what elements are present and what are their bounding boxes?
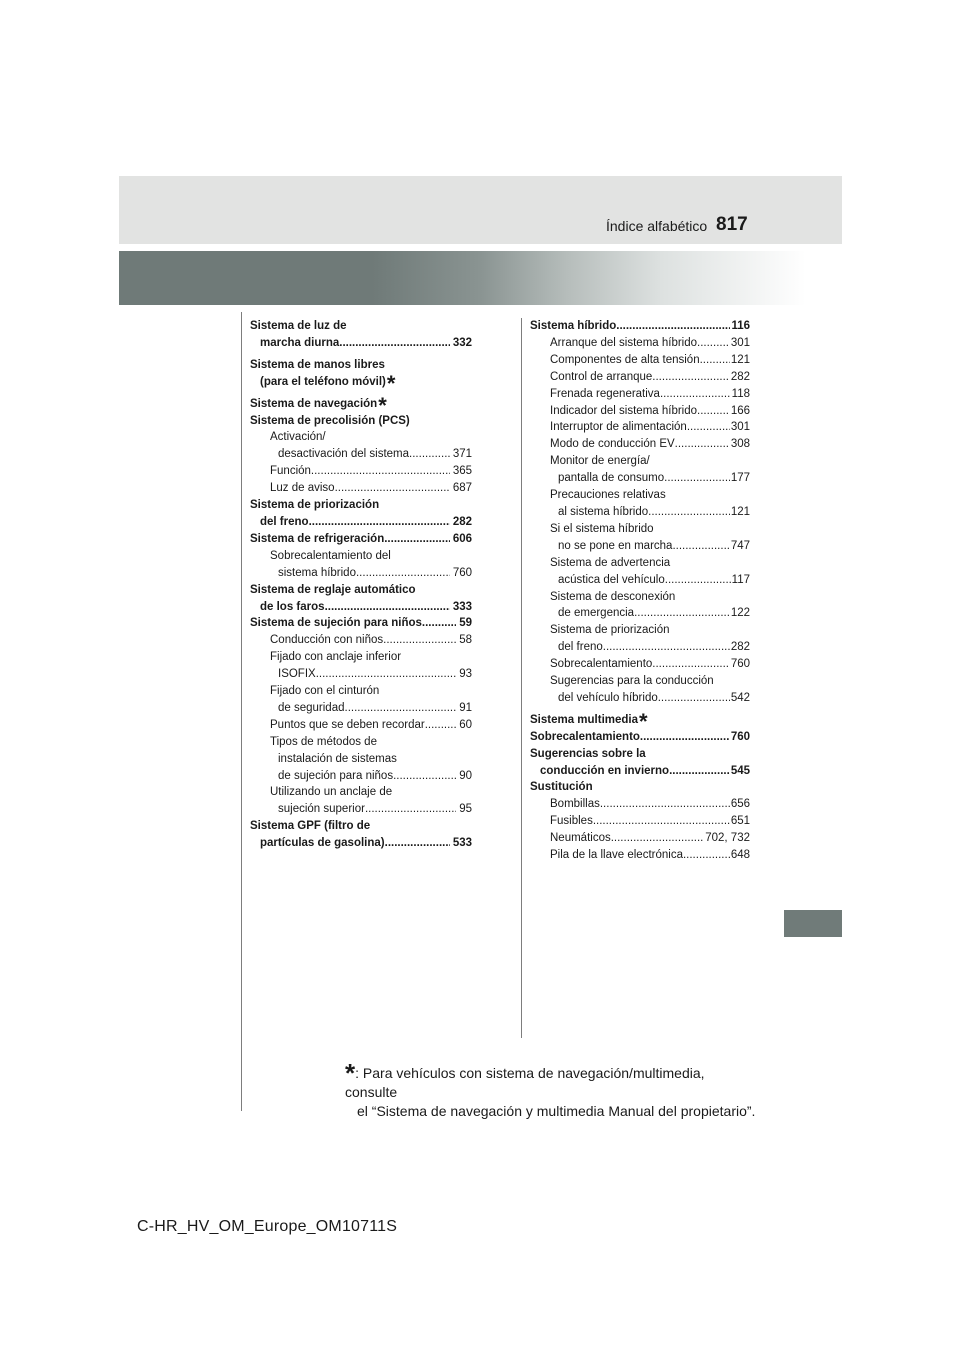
index-page-ref: 687 [452, 482, 472, 495]
index-entry [250, 480, 472, 497]
index-entry-line [530, 352, 750, 369]
index-entry [530, 830, 750, 847]
index-entry-line [530, 847, 750, 864]
index-page-ref: 333 [452, 600, 472, 613]
index-entry-text: al sistema híbrido [558, 505, 649, 518]
dot-leader [640, 729, 730, 746]
index-entry-line [250, 768, 472, 785]
index-entry-line [250, 615, 472, 632]
index-entry-line [250, 717, 472, 734]
left-margin-rule [241, 312, 242, 1111]
dot-leader [660, 386, 731, 403]
index-entry [250, 497, 472, 531]
index-entry-line [530, 504, 750, 521]
index-entry [530, 318, 750, 335]
index-entry-line [530, 673, 750, 690]
index-page-ref: 533 [452, 837, 472, 850]
index-entry-text: Función [270, 465, 311, 478]
dot-leader [611, 830, 705, 847]
index-entry-text: Sistema de sujeción para niños [250, 617, 422, 630]
index-entry-line [250, 392, 472, 418]
index-entry-text: Sistema de advertencia [550, 556, 671, 569]
index-entry-text: Fijado con anclaje inferior [270, 651, 402, 664]
index-column-right [530, 318, 750, 864]
index-entry-text: Sistema multimedia [530, 713, 639, 726]
index-entry [530, 796, 750, 813]
index-entry-text: Pila de la llave electrónica [550, 849, 683, 862]
index-entry-text: Fusibles [550, 815, 593, 828]
index-entry-text: Conducción con niños [270, 634, 384, 647]
index-page-ref: 760 [730, 730, 750, 743]
index-entry-line [250, 599, 472, 616]
index-page-ref: 121 [730, 353, 750, 366]
index-page-ref: 308 [730, 438, 750, 451]
index-entry-text: Precauciones relativas [550, 489, 666, 502]
index-entry-line [530, 335, 750, 352]
index-entry-text: Modo de conducción EV [550, 438, 675, 451]
index-entry-line [530, 763, 750, 780]
index-entry-text: de los faros [260, 600, 325, 613]
index-page-ref: 282 [730, 370, 750, 383]
index-entry-text: Frenada regenerativa [550, 387, 660, 400]
index-entry [530, 708, 750, 734]
index-entry [250, 734, 472, 785]
dot-leader [385, 835, 450, 852]
index-entry-text: Indicador del sistema híbrido [550, 404, 698, 417]
index-page-ref: 301 [730, 336, 750, 349]
index-entry-text: Tipos de métodos de [270, 735, 377, 748]
footnote-marker: * [345, 1058, 356, 1088]
dot-leader [393, 768, 456, 785]
index-entry-text: sujeción superior [278, 803, 365, 816]
dot-leader [383, 632, 456, 649]
index-page-ref: 121 [730, 505, 750, 518]
index-entry-line [530, 436, 750, 453]
index-entry [250, 548, 472, 582]
index-entry-line [250, 582, 472, 599]
index-entry-line [530, 419, 750, 436]
index-entry-line [250, 357, 472, 374]
footnote [345, 1058, 757, 1121]
index-entry-text: Control de arranque [550, 370, 653, 383]
index-entry [530, 589, 750, 623]
index-entry-line [530, 555, 750, 572]
footnote-line-2: el “Sistema de navegación y multimedia Manual del propietario”. [357, 1103, 756, 1119]
index-entry-line [250, 463, 472, 480]
index-entry-line [250, 497, 472, 514]
index-entry-text: conducción en invierno [540, 764, 670, 777]
footnote-line-1: : Para vehículos con sistema de navegación/multimedia, consulte [345, 1065, 705, 1100]
page-number: 817 [716, 214, 748, 235]
index-entry-text: Sistema de reglaje automático [250, 583, 416, 596]
index-page-ref: 166 [730, 404, 750, 417]
index-entry-text: de emergencia [558, 607, 635, 620]
index-entry-line [530, 369, 750, 386]
index-side-tab [784, 910, 842, 937]
index-page-ref: 95 [459, 803, 472, 816]
index-entry-line [530, 639, 750, 656]
dot-leader [409, 446, 450, 463]
index-entry [530, 746, 750, 780]
index-entry-line [530, 622, 750, 639]
index-entry-text: no se pone en marcha [558, 539, 673, 552]
index-page-ref: 747 [730, 539, 750, 552]
index-page-ref: 93 [459, 668, 472, 681]
index-entry-text: Utilizando un anclaje de [270, 786, 393, 799]
index-entry [250, 429, 472, 463]
index-entry [530, 369, 750, 386]
index-entry [530, 436, 750, 453]
index-page-ref: 760 [452, 566, 472, 579]
dot-leader [697, 335, 730, 352]
index-entry-line [250, 446, 472, 463]
index-entry [250, 531, 472, 548]
dot-leader [325, 599, 450, 616]
section-title: Índice alfabético [606, 218, 708, 234]
index-entry-line [530, 656, 750, 673]
index-entry-text: del freno [558, 641, 603, 654]
index-entry [250, 649, 472, 683]
index-page-ref: 58 [459, 634, 472, 647]
index-entry [250, 318, 472, 352]
dot-leader [425, 717, 456, 734]
dot-leader [600, 796, 730, 813]
index-entry [530, 352, 750, 369]
index-entry-text: Sistema de priorización [250, 499, 380, 512]
index-entry-line [250, 649, 472, 666]
index-entry-text: Sistema de precolisión (PCS) [250, 414, 410, 427]
footnote-reference-marker: * [378, 392, 387, 418]
index-page-ref: 177 [730, 472, 750, 485]
dot-leader [664, 470, 730, 487]
index-entry [530, 487, 750, 521]
index-page-ref: 118 [731, 387, 750, 400]
index-entry-text: Sistema de luz de [250, 320, 347, 332]
index-entry-text: acústica del vehículo [558, 573, 665, 586]
dot-leader [652, 656, 730, 673]
index-entry-line [530, 318, 750, 335]
index-entry-text: instalación de sistemas [278, 752, 397, 765]
index-entry [530, 453, 750, 487]
index-entry-line [250, 413, 472, 430]
index-entry-text: Sobrecalentamiento [550, 658, 653, 671]
index-entry-text: Sistema de priorización [550, 624, 670, 637]
index-entry-line [530, 605, 750, 622]
index-entry-line [250, 548, 472, 565]
index-entry-line [250, 480, 472, 497]
index-page-ref: 60 [459, 718, 472, 731]
index-entry-text: Sugerencias sobre la [530, 747, 646, 760]
index-entry-line [250, 784, 472, 801]
index-entry [250, 784, 472, 818]
index-entry-line [250, 801, 472, 818]
index-entry-line [530, 538, 750, 555]
index-entry-text: Sobrecalentamiento [530, 730, 640, 743]
index-entry [250, 717, 472, 734]
header-gradient-band [119, 251, 842, 305]
dot-leader [309, 514, 450, 531]
index-entry-line [250, 429, 472, 446]
index-entry-line [250, 683, 472, 700]
index-entry-line [530, 813, 750, 830]
index-entry [250, 392, 472, 418]
dot-leader [422, 615, 456, 632]
index-entry-text: Sistema de manos libres [250, 358, 385, 371]
dot-leader [603, 639, 730, 656]
index-entry [530, 521, 750, 555]
index-page-ref: 117 [731, 573, 750, 586]
index-entry-line [250, 734, 472, 751]
document-code: C-HR_HV_OM_Europe_OM10711S [137, 1218, 398, 1235]
index-entry [530, 813, 750, 830]
index-entry-text: del freno [260, 515, 309, 528]
index-page-ref: 59 [459, 617, 472, 630]
index-page-ref: 606 [452, 532, 472, 545]
index-entry-text: Fijado con el cinturón [270, 685, 380, 698]
index-page-ref: 545 [730, 764, 750, 777]
index-entry-text: Sugerencias para la conducción [550, 675, 714, 688]
index-entry-line [250, 818, 472, 835]
index-entry-line [530, 746, 750, 763]
index-entry-text: Puntos que se deben recordar [270, 718, 425, 731]
index-entry [250, 615, 472, 632]
dot-leader [384, 531, 450, 548]
index-entry [530, 555, 750, 589]
index-entry-text: Sistema de refrigeración [250, 532, 385, 545]
index-page-ref: 702, 732 [705, 832, 750, 845]
index-entry-line [530, 708, 750, 734]
index-entry-text: Componentes de alta tensión [550, 353, 700, 366]
index-entry-line [530, 386, 750, 403]
index-entry-line [530, 470, 750, 487]
index-page-ref: 760 [730, 658, 750, 671]
index-entry-text: sistema híbrido [278, 566, 356, 579]
index-entry [530, 622, 750, 656]
index-entry [250, 818, 472, 852]
column-divider [521, 318, 522, 1038]
index-entry-line [250, 318, 472, 335]
index-entry-text: desactivación del sistema [278, 448, 410, 461]
index-entry [250, 413, 472, 430]
index-entry-text: Neumáticos [550, 832, 611, 845]
index-entry-text: Sistema híbrido [530, 320, 617, 332]
index-entry-text: del vehículo híbrido [558, 691, 658, 704]
index-page-ref: 371 [452, 448, 472, 461]
index-entry-text: Interruptor de alimentación [550, 421, 687, 434]
index-entry-text: ISOFIX [278, 668, 316, 681]
index-entry [530, 335, 750, 352]
dot-leader [335, 480, 450, 497]
index-entry-line [250, 565, 472, 582]
index-entry-text: Sistema de navegación [250, 397, 378, 410]
index-entry-text: Arranque del sistema híbrido [550, 336, 698, 349]
index-entry-text: Si el sistema híbrido [550, 522, 654, 535]
dot-leader [311, 463, 450, 480]
index-entry-text: (para el teléfono móvil) [260, 375, 386, 388]
dot-leader [700, 352, 730, 369]
dot-leader [683, 847, 730, 864]
index-entry-text: de seguridad [278, 701, 345, 714]
index-entry-line [250, 751, 472, 768]
dot-leader [672, 538, 729, 555]
index-entry-text: Activación/ [270, 431, 326, 444]
dot-leader [365, 801, 456, 818]
index-entry-line [250, 370, 472, 396]
dot-leader [665, 572, 731, 589]
index-page-ref: 301 [730, 421, 750, 434]
index-entry [530, 673, 750, 707]
index-entry-line [530, 521, 750, 538]
dot-leader [652, 369, 730, 386]
index-entry [530, 779, 750, 796]
index-page-ref: 122 [730, 607, 750, 620]
index-entry-line [530, 796, 750, 813]
index-entry [250, 632, 472, 649]
index-entry [250, 683, 472, 717]
index-entry-line [250, 835, 472, 852]
dot-leader [616, 318, 730, 335]
index-entry [530, 403, 750, 420]
index-entry-line [530, 572, 750, 589]
footnote-reference-marker: * [386, 370, 396, 396]
index-page-ref: 542 [730, 691, 750, 704]
index-entry [250, 582, 472, 616]
index-entry [530, 419, 750, 436]
index-page-ref: 282 [730, 641, 750, 654]
index-entry-text: Sistema de desconexión [550, 590, 676, 603]
index-entry-line [530, 830, 750, 847]
index-entry-text: Sobrecalentamiento del [270, 549, 391, 562]
dot-leader [345, 700, 457, 717]
dot-leader [356, 565, 450, 582]
index-entry [250, 463, 472, 480]
index-page-ref: 648 [730, 849, 750, 862]
index-entry-line [250, 335, 472, 352]
footnote-reference-marker: * [639, 708, 648, 734]
index-entry-text: marcha diurna [260, 336, 340, 349]
index-entry-line [530, 779, 750, 796]
index-entry-text: Sustitución [530, 781, 593, 794]
index-entry-line [250, 666, 472, 683]
index-entry-text: Bombillas [550, 798, 600, 811]
index-entry-line [530, 589, 750, 606]
dot-leader [316, 666, 457, 683]
index-entry-line [250, 700, 472, 717]
index-entry-line [250, 632, 472, 649]
index-entry [250, 357, 472, 396]
index-entry-line [250, 514, 472, 531]
index-page-ref: 91 [459, 701, 472, 714]
dot-leader [697, 403, 730, 420]
index-page-ref: 116 [731, 320, 750, 332]
index-entry-line [530, 403, 750, 420]
index-entry [530, 656, 750, 673]
index-entry [530, 847, 750, 864]
dot-leader [593, 813, 730, 830]
index-page-ref: 90 [459, 769, 472, 782]
index-entry-line [530, 487, 750, 504]
index-entry-text: pantalla de consumo [558, 472, 665, 485]
index-page-ref: 282 [452, 515, 472, 528]
index-entry-line [530, 453, 750, 470]
index-entry-text: de sujeción para niños [278, 769, 394, 782]
index-entry [530, 386, 750, 403]
index-entry-line [250, 531, 472, 548]
dot-leader [669, 763, 730, 780]
index-entry-text: Monitor de energía/ [550, 455, 650, 468]
index-entry-text: Sistema GPF (filtro de [250, 820, 371, 833]
index-page-ref: 656 [730, 798, 750, 811]
dot-leader [339, 335, 450, 352]
index-entry-line [530, 690, 750, 707]
index-entry-text: Luz de aviso [270, 482, 335, 495]
index-page-ref: 332 [452, 336, 472, 349]
index-page-ref: 365 [452, 465, 472, 478]
dot-leader [648, 504, 730, 521]
index-page-ref: 651 [730, 815, 750, 828]
dot-leader [687, 419, 730, 436]
index-entry-text: partículas de gasolina) [260, 837, 385, 850]
index-column-left [250, 318, 472, 852]
dot-leader [675, 436, 730, 453]
dot-leader [634, 605, 730, 622]
dot-leader [658, 690, 730, 707]
